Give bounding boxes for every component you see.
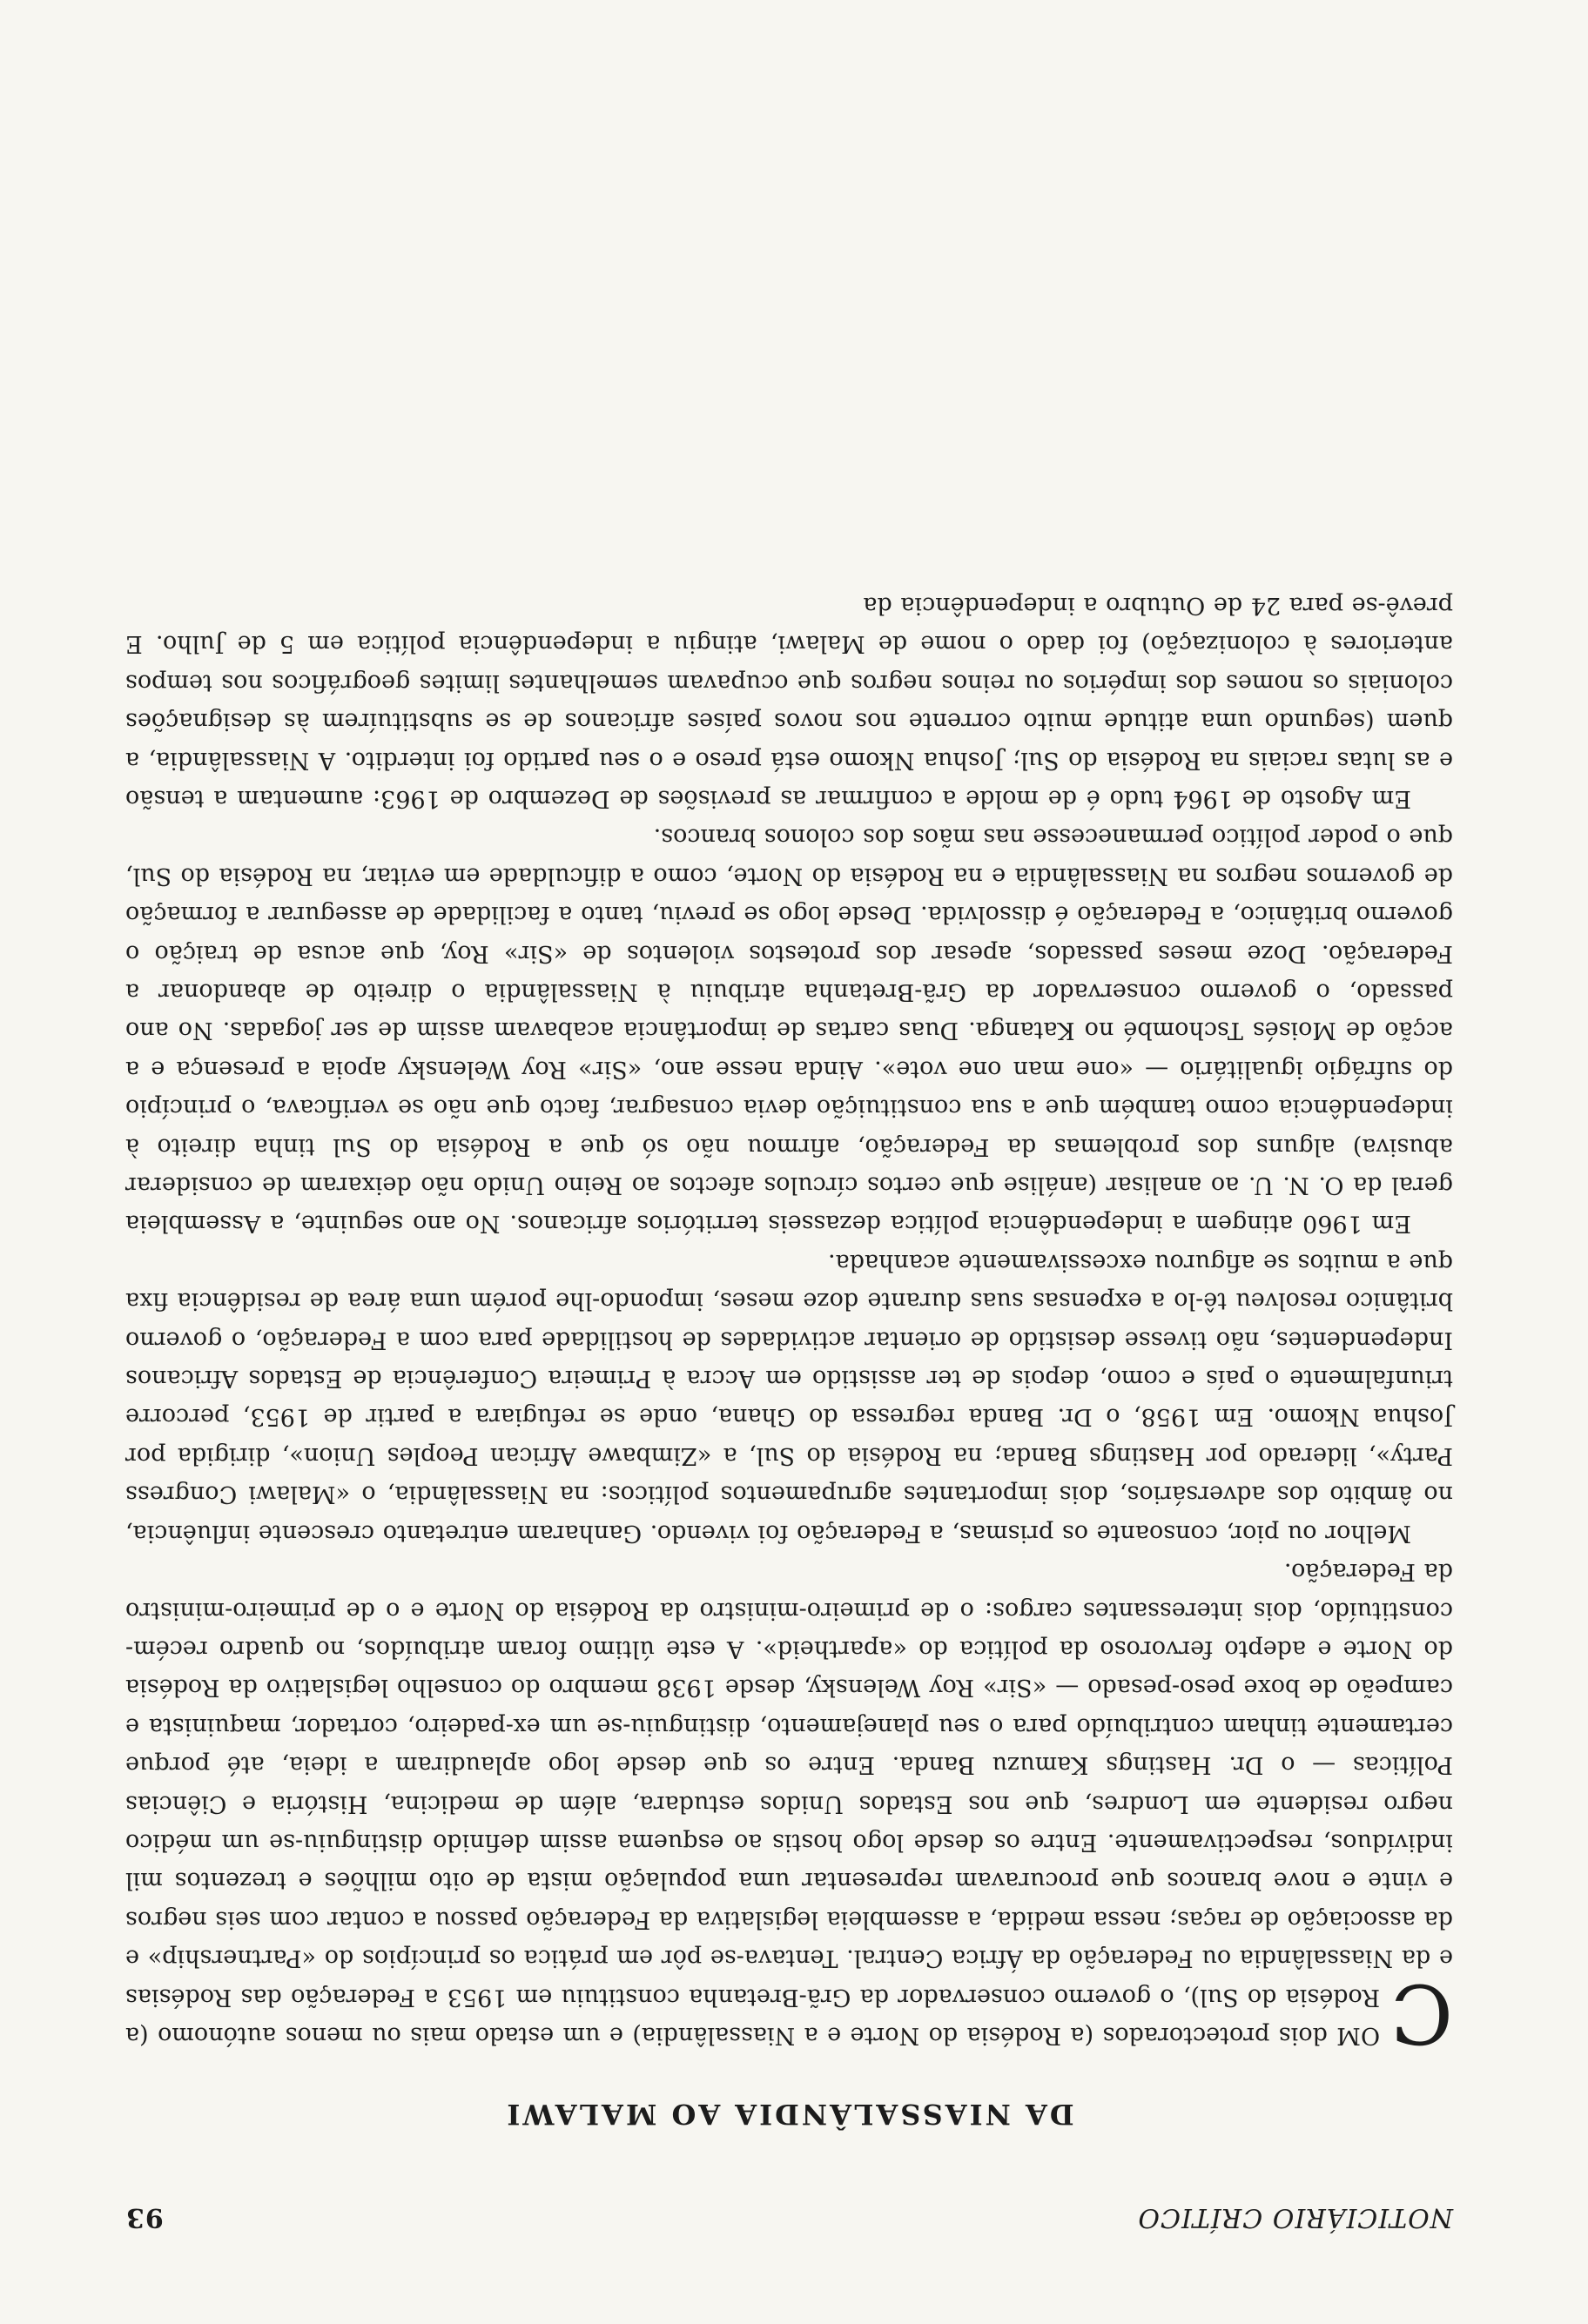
page-number: 93 <box>125 2202 164 2233</box>
drop-cap: C <box>1390 1965 1453 2060</box>
page-content <box>125 586 1453 2233</box>
running-head: NOTICIÁRIO CRÍTICO <box>1137 2202 1453 2233</box>
page-header <box>125 2202 1453 2233</box>
paragraph-4: Em Agosto de 1964 tudo é de molde a confirmar as previsões de Dezembro de 1963: aumentam a tensão e as lutas raciais na Rodésia do Sul; Joshua Nkomo está preso e o seu partido foi interdito. A Niassalândia, a quem (segundo uma atitude muito corrente nos novos países africanos de se substituírem às designações coloniais os nomes dos impérios ou reinos negros que ocupavam semelhantes limites geográficos nos tempos anteriores à colonização) foi dado o nome de Malawi, atingiu a independência política em 5 de Julho. E prevê-se para 24 de Outubro a independência da <box>125 591 1453 812</box>
paragraph-1 <box>125 1552 1453 2060</box>
paragraph-1-text: OM dois protectorados (a Rodésia do Norte e a Niassalândia) e um estado mais ou menos autónomo (a Rodésia do Sul), o governo conservador da Grã-Bretanha constituiu em 1953 a Federação das Rodésias e da Niassalândia ou Federação da África Central. Tentava-se pôr em prática os princípios do «Partnership» e da associação de raças; nessa medida, a assembleia legislativa da Federação passou a contar com seis negros e vinte e nove brancos que procuravam representar uma população mista de oito milhões e trezentos mil indivíduos, respectivamente. Entre os desde logo hostis ao esquema assim definido distinguiu-se um médico negro residente em Londres, que nos Estados Unidos estudara, além de medicina, História e Ciências Políticas — o Dr. Hastings Kamuzu Banda. Entre os que desde logo aplaudiram a ideia, até porque certamente tinham contribuído para o seu planejamento, distinguiu-se um ex-padeiro, cortador, maquinista e campeão de boxe peso-pesado — «Sir» Roy Welensky, desde 1938 membro do conselho legislativo da Rodésia do Norte e adepto fervoroso da política do «apartheid». A este último foram atribuídos, no quadro recém-constituído, dois interessantes cargos: o de primeiro-ministro da Rodésia do Norte e o de primeiro-ministro da Federação. <box>125 1558 1453 2049</box>
article-title: DA NIASSALÂNDIA AO MALAWI <box>504 2098 1074 2131</box>
paragraph-2: Melhor ou pior, consoante os prismas, a Federação foi vivendo. Ganharam entretanto crescente influência, no âmbito dos adversários, dois importantes agrupamentos políticos: na Niassalândia, o «Malawi Congress Party», liderado por Hastings Banda; na Rodésia do Sul, a «Zimbawe African Peoples Union», dirigida por Joshua Nkomo. Em 1958, o Dr. Banda regressa do Ghana, onde se refugiara a partir de 1953, percorre triunfalmente o país e como, depois de ter assistido em Accra à Primeira Conferência de Estados Africanos Independentes, não tivesse desistido de orientar actividades de hostilidade para com a Federação, o governo britânico resolveu tê-lo a expensas suas durante doze meses, impondo-lhe porém uma área de residência fixa que a muitos se afigurou excessivamente acanhada. <box>125 1248 1453 1547</box>
paragraph-3: Em 1960 atingem a independência política dezasseis territórios africanos. No ano seguinte, a Assembleia geral da O. N. U. ao analisar (análise que certos círculos afectos ao Reino Unido não deixaram de considerar abusiva) alguns dos problemas da Federação, afirmou não só que a Rodésia do Sul tinha direito à independência como também que a sua constituição devia consagrar, facto que não se verificava, o princípio do sufrágio igualitário — «one man one vote». Ainda nesse ano, «Sir» Roy Welensky apoia a presença e a acção de Moisés Tschombé no Katanga. Duas cartas de importância acabavam assim de ser jogadas. No ano passado, o governo conservador da Grã-Bretanha atribuiu à Niassalândia o direito de abandonar a Federação. Doze meses passados, apesar dos protestos violentos de «Sir» Roy, que acusa de traição o governo britânico, a Federação é dissolvida. Desde logo se previu, tanto a facilidade de assegurar a formação de governos negros na Niassalândia e na Rodésia do Norte, como a dificuldade em evitar, na Rodésia do Sul, que o poder político permanecesse nas mãos dos colonos brancos. <box>125 823 1453 1238</box>
